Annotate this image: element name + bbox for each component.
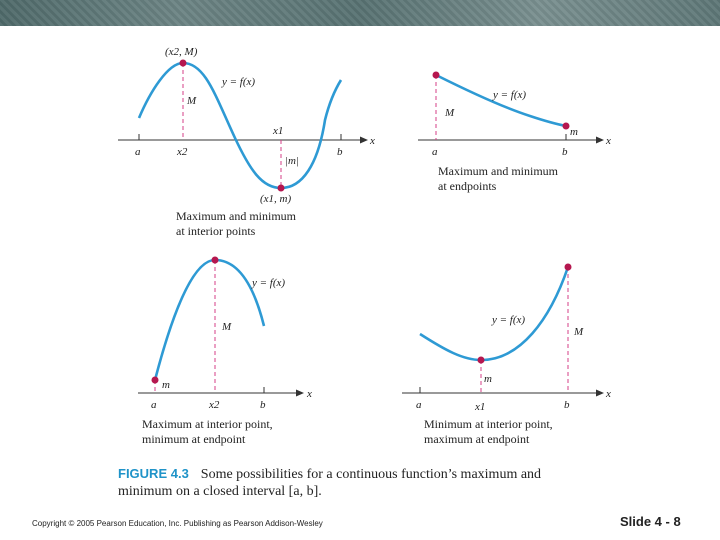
panel-caption-line2: minimum at endpoint xyxy=(142,432,246,446)
a-label: a xyxy=(416,399,422,411)
M-label: M xyxy=(222,321,232,333)
panel-interior-extrema xyxy=(118,46,375,238)
max-point xyxy=(433,72,440,79)
function-label: y = f(x) xyxy=(493,89,527,101)
x-axis-label: x xyxy=(606,135,611,147)
min-point-label: (x1, m) xyxy=(260,193,292,205)
x-axis-arrow xyxy=(296,390,304,397)
b-label: b xyxy=(564,399,570,411)
function-label: y = f(x) xyxy=(252,277,286,289)
x-axis-arrow xyxy=(360,137,368,144)
m-label: |m| xyxy=(285,155,299,167)
max-point-label: (x2, M) xyxy=(165,46,198,58)
M-label: M xyxy=(574,326,584,338)
min-point xyxy=(563,123,570,130)
panel-interior-max-endpoint-min xyxy=(138,257,312,447)
copyright-notice: Copyright © 2005 Pearson Education, Inc. Publishing as Pearson Addison-Wesley xyxy=(32,519,323,528)
figure-text: Some possibilities for a continuous function’s maximum and minimum on a closed interval [a, b]. xyxy=(118,467,542,499)
panel-caption-line2: maximum at endpoint xyxy=(424,432,530,446)
x-axis-arrow xyxy=(596,390,604,397)
panel-caption-line1: Minimum at interior point, xyxy=(424,417,553,431)
x-axis-label: x xyxy=(606,388,611,400)
max-point xyxy=(180,60,187,67)
x-axis-label: x xyxy=(307,388,312,400)
min-point xyxy=(478,357,485,364)
panel-endpoint-extrema xyxy=(418,72,611,194)
function-label: y = f(x) xyxy=(222,76,256,88)
a-label: a xyxy=(135,146,141,158)
b-label: b xyxy=(260,399,266,411)
panel-caption-line1: Maximum and minimum xyxy=(176,209,296,223)
x1-label: x1 xyxy=(273,125,284,137)
max-point xyxy=(565,264,572,271)
min-point xyxy=(152,377,159,384)
function-label: y = f(x) xyxy=(492,314,526,326)
panel-caption-line1: Maximum at interior point, xyxy=(142,417,273,431)
slide-number: Slide 4 - 8 xyxy=(620,514,681,529)
panel-caption-line1: Maximum and minimum xyxy=(438,164,558,178)
x2-label: x2 xyxy=(177,146,188,158)
x-axis-arrow xyxy=(596,137,604,144)
x1-label: x1 xyxy=(475,401,486,413)
panel-caption-line2: at interior points xyxy=(176,224,256,238)
min-point xyxy=(278,185,285,192)
m-label: m xyxy=(484,373,492,385)
figure-number: FIGURE 4.3 xyxy=(118,466,189,481)
panel-interior-min-endpoint-max xyxy=(402,264,611,447)
max-point xyxy=(212,257,219,264)
panel-caption-line2: at endpoints xyxy=(438,179,497,193)
a-label: a xyxy=(151,399,157,411)
figure-caption xyxy=(118,465,598,500)
M-label: M xyxy=(187,95,197,107)
b-label: b xyxy=(337,146,343,158)
a-label: a xyxy=(432,146,438,158)
b-label: b xyxy=(562,146,568,158)
m-label: m xyxy=(570,126,578,138)
M-label: M xyxy=(445,107,455,119)
x-axis-label: x xyxy=(370,135,375,147)
x2-label: x2 xyxy=(209,399,220,411)
m-label: m xyxy=(162,379,170,391)
curve xyxy=(155,260,264,380)
